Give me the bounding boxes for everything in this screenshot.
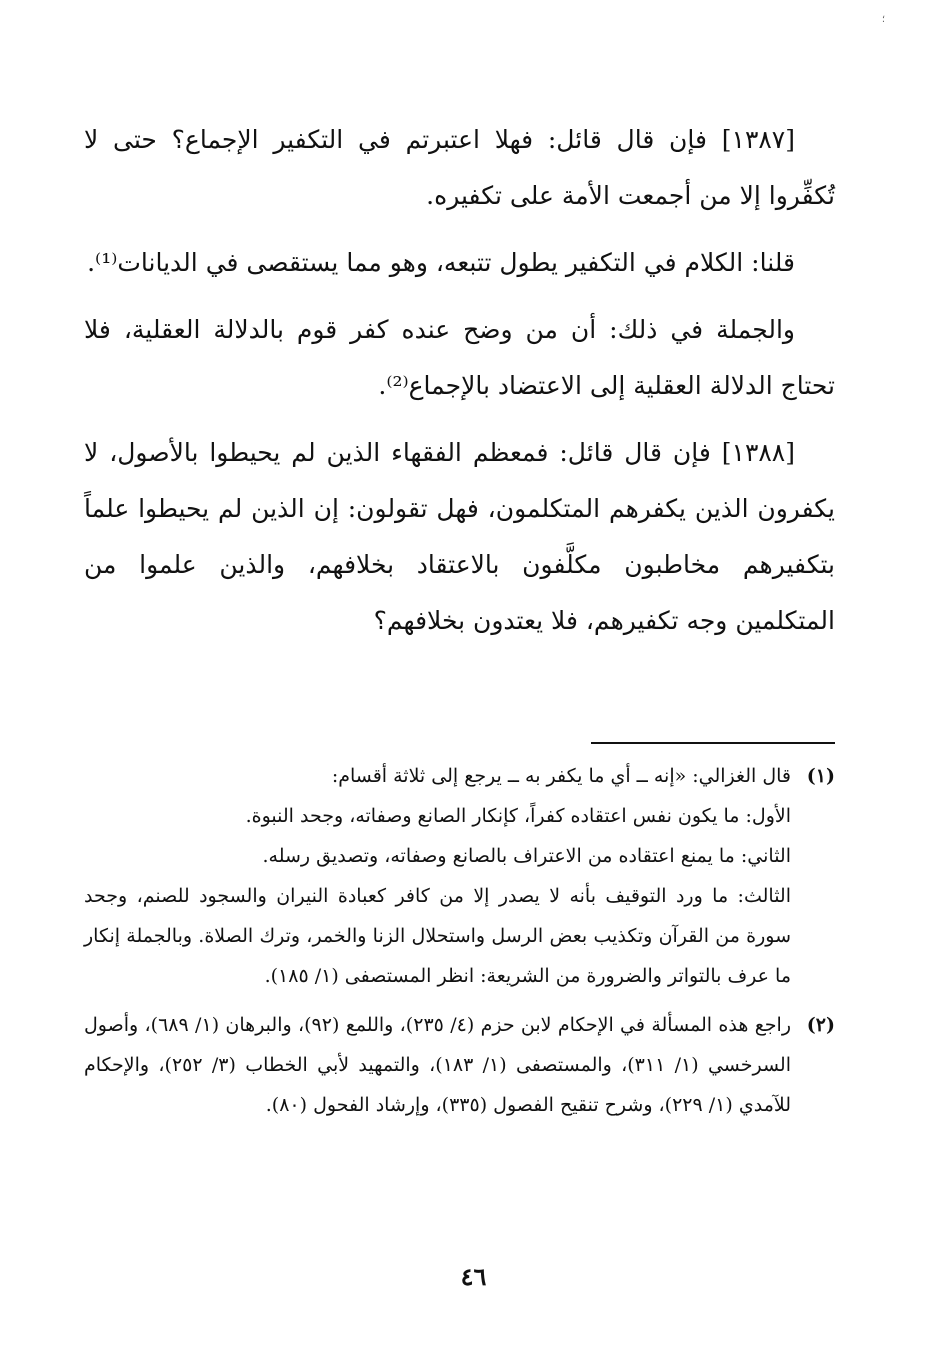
footnote-body — [84, 1005, 791, 1125]
paragraph-answer: قلنا: الكلام في التكفير يطول تتبعه، وهو مما يستقصى في الديانات⁽¹⁾. — [87, 248, 795, 277]
footnote-line: راجع هذه المسألة في الإحكام لابن حزم (٤/ ٢٣٥)، واللمع (٩٢)، والبرهان (١/ ٦٨٩)، وأصول السرخسي (١/ ٣١١)، والمستصفى (١/ ١٨٣)، والتمهيد لأبي الخطاب (٣/ ٢٥٢)، والإحكام للآمدي (١/ ٢٢٩)، وشرح تنقيح الفصول (٣٣٥)، وإرشاد الفحول (٨٠). — [84, 1014, 792, 1116]
corner-mark: ؛ — [881, 14, 885, 25]
footnote-number: (١) — [806, 765, 835, 787]
footnote-2 — [84, 1005, 835, 1125]
footnote-line: الثاني: ما يمنع اعتقاده من الاعتراف بالصانع وصفاته، وتصديق رسله. — [262, 845, 791, 867]
footnote-1 — [84, 756, 835, 996]
footnote-separator — [591, 742, 835, 744]
footnote-line: قال الغزالي: «إنه ــ أي ما يكفر به ــ يرجع إلى ثلاثة أقسام: — [331, 765, 791, 787]
paragraph-1387-question: [١٣٨٧] فإن قال قائل: فهلا اعتبرتم في التكفير الإجماع؟ حتى لا تُكفِّروا إلا من أجمعت الأمة على تكفيره. — [84, 125, 835, 210]
main-text — [84, 112, 835, 660]
footnote-line: الثالث: ما ورد التوقيف بأنه لا يصدر إلا من كافر كعبادة النيران والسجود للصنم، وجحد سورة من القرآن وتكذيب بعض الرسل واستحلال الزنا والخمر، وترك الصلاة. وبالجملة إنكار ما عرف بالتواتر والضرورة من الشريعة: انظر المستصفى (١/ ١٨٥). — [84, 885, 791, 987]
footnotes — [84, 756, 835, 1125]
footnote-body — [84, 756, 791, 996]
footnote-number: (٢) — [806, 1014, 835, 1036]
page-number: ٤٦ — [460, 1262, 487, 1291]
footnote-line: الأول: ما يكون نفس اعتقاده كفراً، كإنكار الصانع وصفاته، وجحد النبوة. — [245, 805, 791, 827]
paragraph-1388-question: [١٣٨٨] فإن قال قائل: فمعظم الفقهاء الذين لم يحيطوا بالأصول، لا يكفرون الذين يكفرهم المتكلمون، فهل تقولون: إن الذين لم يحيطوا علماً بتكفيرهم مخاطبون مكلَّفون بالاعتقاد بخلافهم، والذين علموا من المتكلمين وجه تكفيرهم، فلا يعتدون بخلافهم؟ — [84, 438, 835, 635]
paragraph-summary: والجملة في ذلك: أن من وضح عنده كفر قوم بالدلالة العقلية، فلا تحتاج الدلالة العقلية إلى الاعتضاد بالإجماع⁽²⁾. — [84, 315, 835, 400]
